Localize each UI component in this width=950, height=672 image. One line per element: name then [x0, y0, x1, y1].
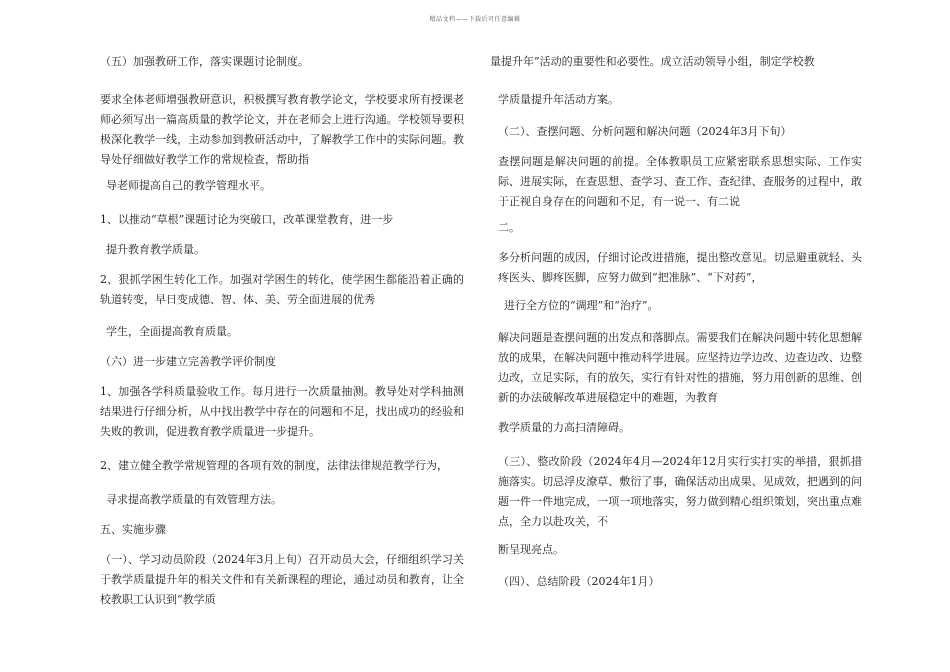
- paragraph-find-problems-cont: 二。: [498, 221, 520, 234]
- paragraph-step-one-cont-2: 学质量提升年活动方案。: [498, 93, 619, 106]
- paragraph-find-problems: 查摆问题是解决问题的前提。全体教职员工应紧密联系思想实际、工作实际、进展实际，在查思想、查学习、查工作、查纪律、查服务的过程中，敢于正视自身存在的问题和不足，有一说一、有二说: [498, 155, 862, 208]
- paragraph-step-one: （一）、学习动员阶段（2024年3月上旬）召开动员大会，仔细组织学习关于教学质量提升年的相关文件和有关新课程的理论，通过动员和教育，让全校教职工认识到“教学质: [100, 553, 464, 606]
- section-heading-step-two: （二）、查摆问题、分析问题和解决问题（2024年3月下旬）: [498, 125, 792, 138]
- paragraph-solve-problems: 解决问题是查摆问题的出发点和落脚点。需要我们在解决问题中转化思想解放的成果，在解决问题中推动科学进展。应坚持边学边改、边查边改、边整边改，立足实际，有的放矢，实行有针对性的措施，努力用创新的思维、创新的办法破解改革进展稳定中的难题，为教育: [498, 331, 862, 404]
- paragraph-step-three-cont: 断呈现亮点。: [498, 543, 564, 556]
- paragraph-item-1-cont: 提升教育教学质量。: [106, 243, 205, 256]
- paragraph-management-system: 2、建立健全教学常规管理的各项有效的制度，法律法律规范教学行为，: [100, 459, 448, 472]
- paragraph-item-2-cont: 学生，全面提高教育质量。: [106, 325, 238, 338]
- page-header: 精品文档——下载后可任意编辑: [429, 16, 521, 23]
- paragraph-step-three: （三）、整改阶段（2024年4月—2024年12月实行实打实的举措，狠抓措施落实。切忌浮皮潦草、敷衍了事，确保活动出成果、见成效，把遇到的问题一件一件地完成，一项一项地落实，努力做到精心组织策划，突出重点难点，全力以赴攻关，不: [498, 455, 862, 528]
- paragraph-item-1: 1、以推动“草根”课题讨论为突破口，改革课堂教育，进一步: [100, 213, 394, 226]
- paragraph-step-one-cont: 量提升年”活动的重要性和必要性。成立活动领导小组，制定学校教: [490, 55, 815, 68]
- section-heading-step-four: （四）、总结阶段（2024年1月）: [498, 575, 660, 588]
- paragraph-quality-acceptance: 1、加强各学科质量验收工作。每月进行一次质量抽测。教导处对学科抽测结果进行仔细分析，从中找出教学中存在的问题和不足，找出成功的经验和失败的教训，促进教育教学质量进一步提升。: [100, 385, 464, 438]
- paragraph-guide-teachers: 导老师提高自己的教学管理水平。: [106, 179, 271, 192]
- section-heading-steps: 五、实施步骤: [100, 523, 166, 536]
- paragraph-analyze-causes: 多分析问题的成因，仔细讨论改进措施，提出整改意见。切忌避重就轻、头疼医头、脚疼医脚，应努力做到“把准脉”、“下对药”，: [498, 251, 862, 284]
- section-heading-five: （五）加强教研工作，落实课题讨论制度。: [100, 55, 309, 68]
- paragraph-analyze-causes-cont: 进行全方位的“调理”和“治疗”。: [504, 299, 659, 312]
- paragraph-item-2: 2、狠抓学困生转化工作。加强对学困生的转化，使学困生都能沿着正确的轨道转变，早日变成德、智、体、美、劳全面进展的优秀: [100, 273, 464, 306]
- paragraph-research-requirements: 要求全体老师增强教研意识，积极撰写教育教学论文，学校要求所有授课老师必须写出一篇高质量的教学论文，并在老师会上进行沟通。学校领导要积极深化教学一线，主动参加到教研活动中，了解教学工作中的实际问题。教导处仔细做好教学工作的常规检查，帮助指: [100, 93, 464, 166]
- paragraph-solve-problems-cont: 教学质量的力高扫清障碍。: [498, 421, 630, 434]
- section-heading-six: （六）进一步建立完善教学评价制度: [100, 355, 276, 368]
- paragraph-management-system-cont: 寻求提高教学质量的有效管理方法。: [106, 493, 282, 506]
